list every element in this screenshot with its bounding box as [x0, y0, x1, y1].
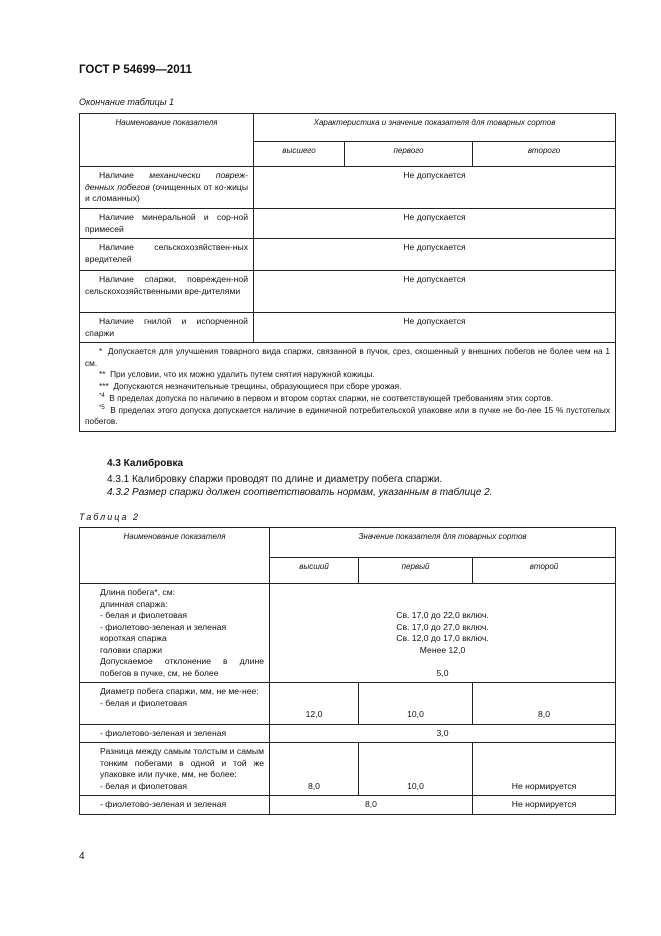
t1-head-name: Наименование показателя	[80, 114, 254, 167]
table-row	[80, 683, 616, 725]
table-row	[80, 209, 616, 239]
footnote: $^{*4}$ В пределах допуска по наличию в первом и втором сортах спаржи, не соответствующей требованиям этих сортов.	[99, 392, 554, 403]
t2-difference-white-1: 8,0	[270, 743, 359, 796]
paragraph-4-3-2: 4.3.2 Размер спаржи должен соответствовать нормам, указанным в таблице 2.	[107, 487, 493, 498]
t2-diameter-labels: Диаметр побега спаржи, мм, не ме-нее: - белая и фиолетовая	[80, 683, 270, 725]
t1-row-name: Наличие гнилой и испорченной спаржи	[80, 313, 254, 343]
t2-head-grade-2: первый	[359, 558, 473, 584]
footnote: ** При условии, что их можно удалить путем снятия наружной кожицы.	[99, 369, 375, 380]
t1-footnotes	[80, 343, 616, 432]
t2-length-values: Св. 17,0 до 22,0 включ. Св. 17,0 до 27,0 включ. Св. 12,0 до 17,0 включ. Менее 12,0 5,0	[270, 584, 616, 683]
table-row	[80, 796, 616, 815]
footnote: * Допускается для улучшения товарного вида спаржи, связанной в пучок, срез, скошенный у внешних побегов не более чем на 1 см.	[85, 346, 610, 368]
t2-difference-labels: Разница между самым толстым и самым тонким побегами в одной и той же упаковке или пучке, мм, не более: - белая и фиолетовая	[80, 743, 270, 796]
t2-diameter-white-3: 8,0	[473, 683, 616, 725]
t2-difference-white-2: 10,0	[359, 743, 473, 796]
t2-length-labels: Длина побега*, см: длинная спаржа: - белая и фиолетовая - фиолетово-зеленая и зеленая короткая спаржа головки спаржи Допускаемое отклонение в длине побегов в пучке, см, не более	[80, 584, 270, 683]
t1-head-grade-3: второго	[473, 142, 616, 167]
t2-diameter-green-label: - фиолетово-зеленая и зеленая	[80, 724, 270, 743]
t1-row-name: Наличие спаржи, поврежден-ной сельскохозяйственными вре-дителями	[80, 271, 254, 313]
t2-head-group: Значение показателя для товарных сортов	[270, 528, 616, 558]
page-number: 4	[79, 851, 85, 862]
t2-difference-green-merged: 8,0	[270, 796, 473, 815]
t2-head-grade-1: высший	[270, 558, 359, 584]
table2-caption: Таблица 2	[79, 512, 141, 522]
t2-head-grade-3: второй	[473, 558, 616, 584]
table-row	[80, 313, 616, 343]
document-id: ГОСТ Р 54699—2011	[79, 64, 192, 76]
t1-head-grade-1: высшего	[254, 142, 345, 167]
t1-row-name: Наличие сельскохозяйствен-ных вредителей	[80, 239, 254, 271]
table-row	[80, 584, 616, 683]
section-heading: 4.3 Калибровка	[107, 458, 184, 469]
t2-diameter-green-value: 3,0	[270, 724, 616, 743]
t1-row-value: Не допускается	[254, 167, 616, 209]
t2-difference-white-3: Не нормируется	[473, 743, 616, 796]
t1-row-name: Наличие механически повреж-денных побегов (очищенных от ко-жицы и сломанных)	[80, 167, 254, 209]
table-2	[79, 527, 616, 815]
t2-difference-green-label: - фиолетово-зеленая и зеленая	[80, 796, 270, 815]
footnote: *** Допускаются незначительные трещины, образующиеся при сборе урожая.	[99, 381, 402, 392]
table-footnotes	[80, 343, 616, 432]
t1-row-value: Не допускается	[254, 239, 616, 271]
table-row	[80, 271, 616, 313]
t1-row-value: Не допускается	[254, 271, 616, 313]
t1-head-group: Характеристика и значение показателя для товарных сортов	[254, 114, 616, 142]
t1-row-value: Не допускается	[254, 209, 616, 239]
t1-row-name: Наличие минеральной и сор-ной примесей	[80, 209, 254, 239]
t2-diameter-white-1: 12,0	[270, 683, 359, 725]
t1-head-grade-2: первого	[345, 142, 473, 167]
t2-head-name: Наименование показателя	[80, 528, 270, 584]
table-row	[80, 743, 616, 796]
t2-difference-green-last: Не нормируется	[473, 796, 616, 815]
table-row	[80, 239, 616, 271]
t1-row-value: Не допускается	[254, 313, 616, 343]
footnote: $^{*5}$ В пределах этого допуска допускается наличие в единичной потребительской упаковке или в пучке не бо-лее 15 % пустотелых побегов.	[85, 404, 610, 427]
paragraph-4-3-1: 4.3.1 Калибровку спаржи проводят по длине и диаметру побега спаржи.	[107, 474, 443, 485]
table-row	[80, 724, 616, 743]
t2-diameter-white-2: 10,0	[359, 683, 473, 725]
table-row	[80, 167, 616, 209]
table1-caption: Окончание таблицы 1	[79, 97, 174, 107]
table-1	[79, 113, 616, 432]
